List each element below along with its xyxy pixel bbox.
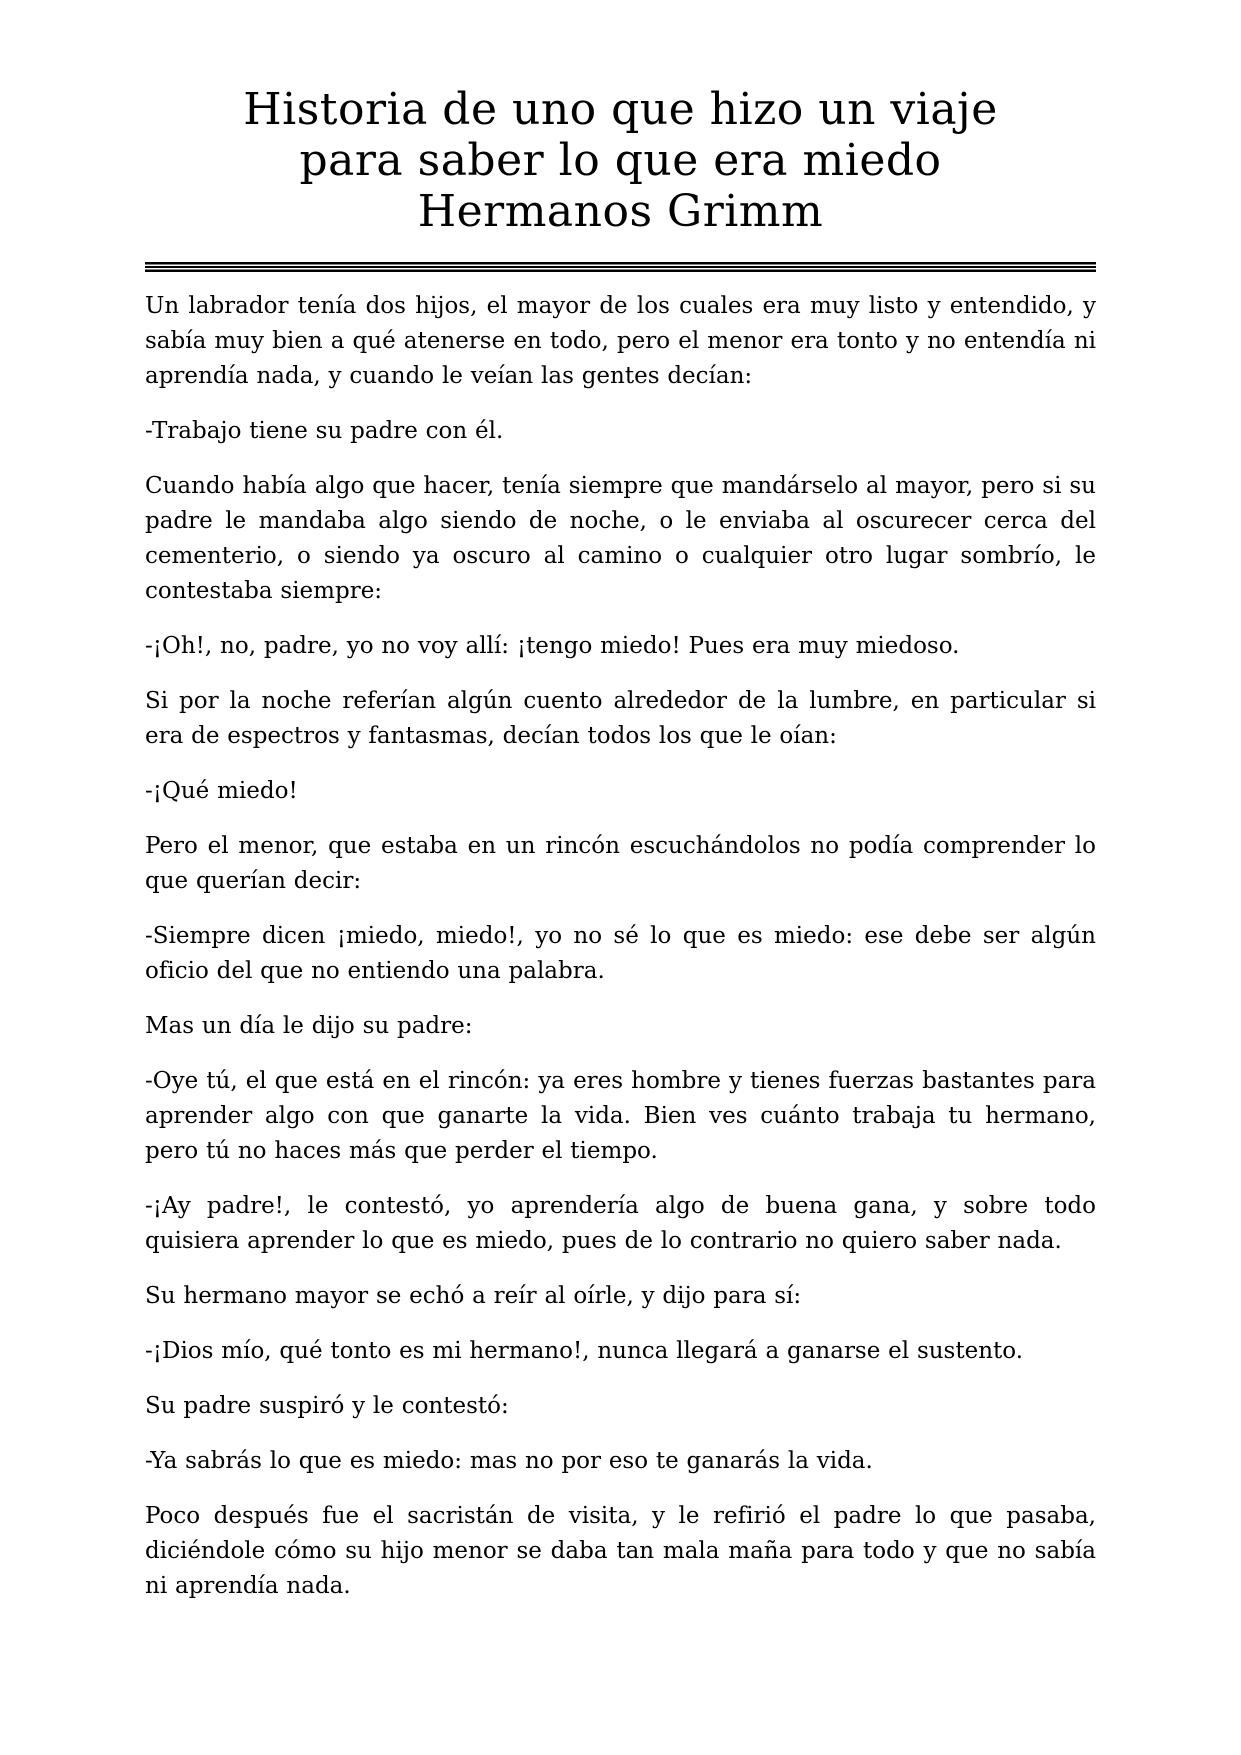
title-author: Hermanos Grimm xyxy=(417,186,824,237)
story-paragraph-dialogue: -¡Qué miedo! xyxy=(145,778,298,804)
story-paragraph-dialogue: -Trabajo tiene su padre con él. xyxy=(145,418,504,444)
story-paragraph: Su hermano mayor se echó a reír al oírle, y dijo para sí: xyxy=(145,1283,802,1309)
story-title xyxy=(145,84,1096,237)
story-paragraph-dialogue: -¡Oh!, no, padre, yo no voy allí: ¡tengo miedo! Pues era muy miedoso. xyxy=(145,633,960,659)
story-paragraph-dialogue: -¡Dios mío, qué tonto es mi hermano!, nunca llegará a ganarse el sustento. xyxy=(145,1338,1024,1364)
story-paragraph: Un labrador tenía dos hijos, el mayor de los cuales era muy listo y entendido, y sabía muy bien a qué atenerse en todo, pero el menor era tonto y no entendía ni aprendía nada, y cuando le veían las gentes decían: xyxy=(145,293,1096,389)
story-paragraph: Poco después fue el sacristán de visita, y le refirió el padre lo que pasaba, diciéndole cómo su hijo menor se daba tan mala maña para todo y que no sabía ni aprendía nada. xyxy=(145,1503,1096,1599)
story-paragraph: Cuando había algo que hacer, tenía siempre que mandárselo al mayor, pero si su padre le mandaba algo siendo de noche, o le enviaba al oscurecer cerca del cementerio, o siendo ya oscuro al camino o cualquier otro lugar sombrío, le contestaba siempre: xyxy=(145,473,1096,604)
title-line-1: Historia de uno que hizo un viaje xyxy=(243,84,998,135)
page-content xyxy=(145,0,1096,1604)
title-divider xyxy=(145,262,1096,272)
title-line-2: para saber lo que era miedo xyxy=(299,135,942,186)
story-paragraph-dialogue: -Siempre dicen ¡miedo, miedo!, yo no sé lo que es miedo: ese debe ser algún oficio del que no entiendo una palabra. xyxy=(145,923,1096,984)
story-paragraph: Pero el menor, que estaba en un rincón escuchándolos no podía comprender lo que querían decir: xyxy=(145,833,1096,894)
story-paragraph: Si por la noche referían algún cuento alrededor de la lumbre, en particular si era de espectros y fantasmas, decían todos los que le oían: xyxy=(145,688,1096,749)
story-paragraph-dialogue: -Oye tú, el que está en el rincón: ya eres hombre y tienes fuerzas bastantes para aprender algo con que ganarte la vida. Bien ves cuánto trabaja tu hermano, pero tú no haces más que perder el tiempo. xyxy=(145,1068,1096,1164)
story-paragraph-dialogue: -¡Ay padre!, le contestó, yo aprendería algo de buena gana, y sobre todo quisiera aprender lo que es miedo, pues de lo contrario no quiero saber nada. xyxy=(145,1193,1096,1254)
story-paragraph-dialogue: -Ya sabrás lo que es miedo: mas no por eso te ganarás la vida. xyxy=(145,1448,873,1474)
story-paragraph: Mas un día le dijo su padre: xyxy=(145,1013,473,1039)
story-paragraph: Su padre suspiró y le contestó: xyxy=(145,1393,509,1419)
